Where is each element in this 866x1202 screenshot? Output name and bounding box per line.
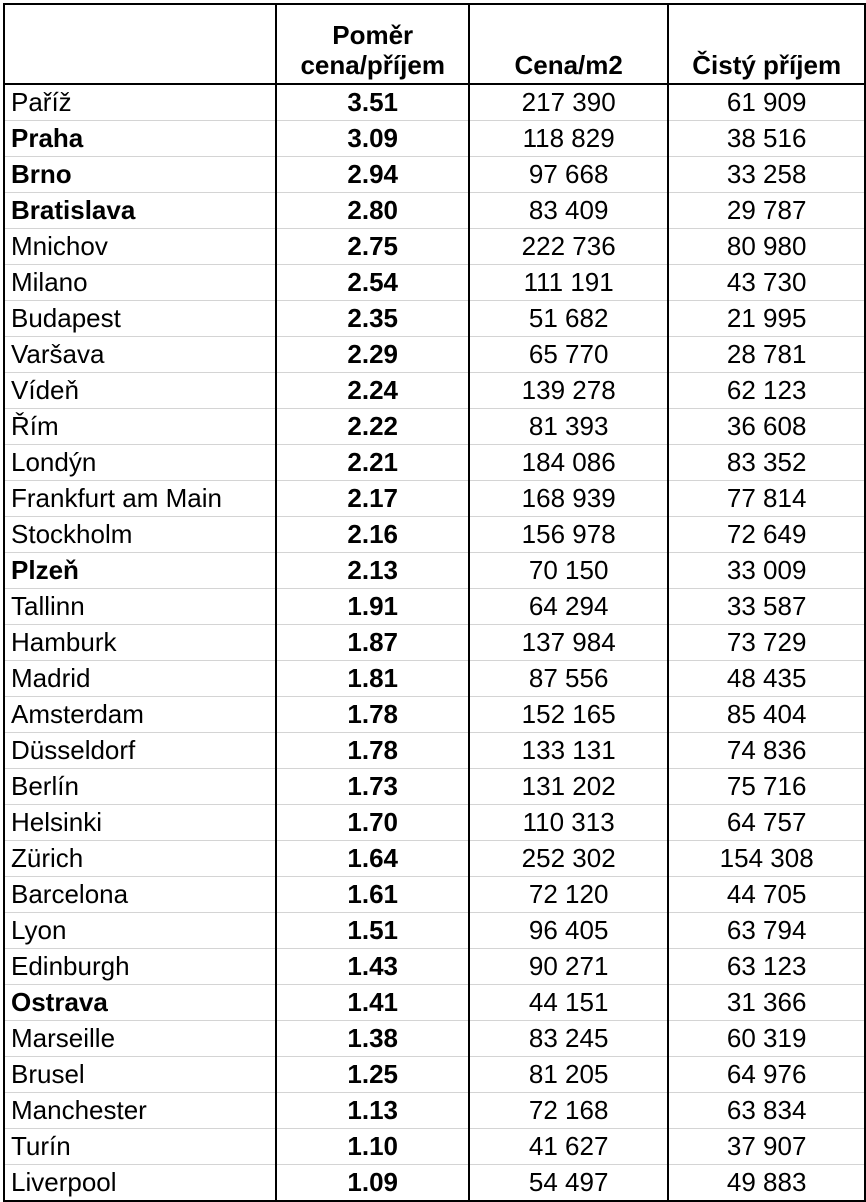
- table-row[interactable]: [4, 1165, 865, 1202]
- cell-ratio[interactable]: 2.16: [276, 517, 469, 553]
- cell-ratio[interactable]: 1.81: [276, 661, 469, 697]
- cell-city[interactable]: Brno: [4, 157, 276, 193]
- cell-price[interactable]: 252 302: [469, 841, 668, 877]
- cell-ratio[interactable]: 2.22: [276, 409, 469, 445]
- cell-ratio[interactable]: 1.61: [276, 877, 469, 913]
- cell-ratio[interactable]: 3.09: [276, 121, 469, 157]
- price-income-table: [3, 3, 866, 1202]
- header-ratio-line1: Poměr: [332, 20, 414, 50]
- table-row[interactable]: [4, 1057, 865, 1093]
- cell-city[interactable]: Berlín: [4, 769, 276, 805]
- cell-price[interactable]: 70 150: [469, 553, 668, 589]
- cell-income[interactable]: 60 319: [668, 1021, 865, 1057]
- cell-city[interactable]: Vídeň: [4, 373, 276, 409]
- table-row[interactable]: [4, 769, 865, 805]
- cell-price[interactable]: 118 829: [469, 121, 668, 157]
- cell-price[interactable]: 217 390: [469, 84, 668, 121]
- table-row[interactable]: [4, 625, 865, 661]
- cell-city[interactable]: Amsterdam: [4, 697, 276, 733]
- cell-city[interactable]: Lyon: [4, 913, 276, 949]
- cell-price[interactable]: 72 168: [469, 1093, 668, 1129]
- cell-ratio[interactable]: 1.78: [276, 697, 469, 733]
- cell-city[interactable]: Řím: [4, 409, 276, 445]
- cell-income[interactable]: 33 258: [668, 157, 865, 193]
- cell-income[interactable]: 37 907: [668, 1129, 865, 1165]
- cell-price[interactable]: 222 736: [469, 229, 668, 265]
- cell-price[interactable]: 111 191: [469, 265, 668, 301]
- cell-price[interactable]: 156 978: [469, 517, 668, 553]
- table-row[interactable]: [4, 337, 865, 373]
- cell-ratio[interactable]: 1.10: [276, 1129, 469, 1165]
- table-body: [4, 84, 865, 1201]
- cell-income[interactable]: 64 976: [668, 1057, 865, 1093]
- table-row[interactable]: [4, 913, 865, 949]
- cell-ratio[interactable]: 2.29: [276, 337, 469, 373]
- table-row[interactable]: [4, 301, 865, 337]
- cell-income[interactable]: 29 787: [668, 193, 865, 229]
- cell-income[interactable]: 75 716: [668, 769, 865, 805]
- cell-city[interactable]: Varšava: [4, 337, 276, 373]
- cell-ratio[interactable]: 1.51: [276, 913, 469, 949]
- cell-income[interactable]: 36 608: [668, 409, 865, 445]
- cell-ratio[interactable]: 2.24: [276, 373, 469, 409]
- cell-income[interactable]: 73 729: [668, 625, 865, 661]
- cell-city[interactable]: Turín: [4, 1129, 276, 1165]
- cell-income[interactable]: 21 995: [668, 301, 865, 337]
- cell-income[interactable]: 77 814: [668, 481, 865, 517]
- cell-price[interactable]: 184 086: [469, 445, 668, 481]
- cell-income[interactable]: 33 587: [668, 589, 865, 625]
- cell-price[interactable]: 54 497: [469, 1165, 668, 1202]
- cell-city[interactable]: Ostrava: [4, 985, 276, 1021]
- cell-income[interactable]: 63 834: [668, 1093, 865, 1129]
- cell-city[interactable]: Manchester: [4, 1093, 276, 1129]
- table-row[interactable]: [4, 553, 865, 589]
- cell-price[interactable]: 41 627: [469, 1129, 668, 1165]
- cell-ratio[interactable]: 1.87: [276, 625, 469, 661]
- table-row[interactable]: [4, 697, 865, 733]
- table-row[interactable]: [4, 481, 865, 517]
- cell-city[interactable]: Paříž: [4, 84, 276, 121]
- cell-city[interactable]: Helsinki: [4, 805, 276, 841]
- header-city[interactable]: [4, 4, 276, 84]
- cell-price[interactable]: 44 151: [469, 985, 668, 1021]
- table-row[interactable]: [4, 229, 865, 265]
- cell-income[interactable]: 61 909: [668, 84, 865, 121]
- table-row[interactable]: [4, 661, 865, 697]
- cell-city[interactable]: Tallinn: [4, 589, 276, 625]
- cell-price[interactable]: 137 984: [469, 625, 668, 661]
- cell-city[interactable]: Praha: [4, 121, 276, 157]
- cell-price[interactable]: 96 405: [469, 913, 668, 949]
- cell-price[interactable]: 168 939: [469, 481, 668, 517]
- cell-price[interactable]: 81 205: [469, 1057, 668, 1093]
- table-row[interactable]: [4, 409, 865, 445]
- cell-income[interactable]: 74 836: [668, 733, 865, 769]
- cell-city[interactable]: Frankfurt am Main: [4, 481, 276, 517]
- cell-price[interactable]: 87 556: [469, 661, 668, 697]
- table-row[interactable]: [4, 733, 865, 769]
- cell-income[interactable]: 43 730: [668, 265, 865, 301]
- header-row: [4, 4, 865, 84]
- header-ratio-line2: cena/příjem: [300, 50, 445, 80]
- table-row[interactable]: [4, 373, 865, 409]
- cell-ratio[interactable]: 1.70: [276, 805, 469, 841]
- cell-price[interactable]: 90 271: [469, 949, 668, 985]
- cell-price[interactable]: 51 682: [469, 301, 668, 337]
- table-row[interactable]: [4, 84, 865, 121]
- cell-price[interactable]: 139 278: [469, 373, 668, 409]
- table-row[interactable]: [4, 121, 865, 157]
- header-income[interactable]: Čistý příjem: [668, 4, 865, 84]
- cell-city[interactable]: Brusel: [4, 1057, 276, 1093]
- cell-price[interactable]: 133 131: [469, 733, 668, 769]
- cell-income[interactable]: 33 009: [668, 553, 865, 589]
- cell-income[interactable]: 31 366: [668, 985, 865, 1021]
- cell-ratio[interactable]: 1.43: [276, 949, 469, 985]
- cell-income[interactable]: 28 781: [668, 337, 865, 373]
- table-row[interactable]: [4, 841, 865, 877]
- table-row[interactable]: [4, 157, 865, 193]
- cell-ratio[interactable]: 1.38: [276, 1021, 469, 1057]
- table-row[interactable]: [4, 1093, 865, 1129]
- cell-ratio[interactable]: 1.64: [276, 841, 469, 877]
- table-row[interactable]: [4, 877, 865, 913]
- cell-income[interactable]: 48 435: [668, 661, 865, 697]
- cell-ratio[interactable]: 1.25: [276, 1057, 469, 1093]
- cell-city[interactable]: Londýn: [4, 445, 276, 481]
- cell-ratio[interactable]: 1.78: [276, 733, 469, 769]
- cell-income[interactable]: 62 123: [668, 373, 865, 409]
- cell-price[interactable]: 81 393: [469, 409, 668, 445]
- cell-ratio[interactable]: 2.80: [276, 193, 469, 229]
- cell-city[interactable]: Düsseldorf: [4, 733, 276, 769]
- table-row[interactable]: [4, 193, 865, 229]
- cell-city[interactable]: Bratislava: [4, 193, 276, 229]
- cell-income[interactable]: 63 123: [668, 949, 865, 985]
- table-header: [4, 4, 865, 84]
- cell-city[interactable]: Barcelona: [4, 877, 276, 913]
- cell-price[interactable]: 110 313: [469, 805, 668, 841]
- cell-ratio[interactable]: 2.13: [276, 553, 469, 589]
- cell-ratio[interactable]: 1.73: [276, 769, 469, 805]
- cell-price[interactable]: 65 770: [469, 337, 668, 373]
- cell-income[interactable]: 64 757: [668, 805, 865, 841]
- cell-city[interactable]: Milano: [4, 265, 276, 301]
- table-row[interactable]: [4, 1129, 865, 1165]
- cell-ratio[interactable]: 2.17: [276, 481, 469, 517]
- cell-city[interactable]: Madrid: [4, 661, 276, 697]
- table-row[interactable]: [4, 985, 865, 1021]
- cell-ratio[interactable]: 2.21: [276, 445, 469, 481]
- cell-income[interactable]: 49 883: [668, 1165, 865, 1202]
- cell-income[interactable]: 38 516: [668, 121, 865, 157]
- cell-ratio[interactable]: 1.91: [276, 589, 469, 625]
- header-price[interactable]: Cena/m2: [469, 4, 668, 84]
- cell-ratio[interactable]: 1.41: [276, 985, 469, 1021]
- cell-ratio[interactable]: 3.51: [276, 84, 469, 121]
- cell-income[interactable]: 83 352: [668, 445, 865, 481]
- cell-price[interactable]: 131 202: [469, 769, 668, 805]
- table-row[interactable]: [4, 805, 865, 841]
- cell-ratio[interactable]: 2.94: [276, 157, 469, 193]
- cell-income[interactable]: 63 794: [668, 913, 865, 949]
- cell-city[interactable]: Plzeň: [4, 553, 276, 589]
- table-row[interactable]: [4, 949, 865, 985]
- cell-city[interactable]: Mnichov: [4, 229, 276, 265]
- cell-city[interactable]: Edinburgh: [4, 949, 276, 985]
- cell-income[interactable]: 80 980: [668, 229, 865, 265]
- table-row[interactable]: [4, 1021, 865, 1057]
- cell-ratio[interactable]: 1.13: [276, 1093, 469, 1129]
- cell-city[interactable]: Stockholm: [4, 517, 276, 553]
- cell-ratio[interactable]: 1.09: [276, 1165, 469, 1202]
- cell-ratio[interactable]: 2.35: [276, 301, 469, 337]
- cell-income[interactable]: 154 308: [668, 841, 865, 877]
- cell-city[interactable]: Zürich: [4, 841, 276, 877]
- table-row[interactable]: [4, 589, 865, 625]
- cell-price[interactable]: 152 165: [469, 697, 668, 733]
- cell-price[interactable]: 83 409: [469, 193, 668, 229]
- cell-income[interactable]: 85 404: [668, 697, 865, 733]
- cell-price[interactable]: 64 294: [469, 589, 668, 625]
- cell-price[interactable]: 97 668: [469, 157, 668, 193]
- cell-city[interactable]: Liverpool: [4, 1165, 276, 1202]
- cell-ratio[interactable]: 2.54: [276, 265, 469, 301]
- table-row[interactable]: [4, 265, 865, 301]
- cell-price[interactable]: 83 245: [469, 1021, 668, 1057]
- cell-city[interactable]: Marseille: [4, 1021, 276, 1057]
- table-row[interactable]: [4, 517, 865, 553]
- cell-income[interactable]: 44 705: [668, 877, 865, 913]
- cell-city[interactable]: Hamburk: [4, 625, 276, 661]
- cell-ratio[interactable]: 2.75: [276, 229, 469, 265]
- cell-price[interactable]: 72 120: [469, 877, 668, 913]
- table-row[interactable]: [4, 445, 865, 481]
- cell-income[interactable]: 72 649: [668, 517, 865, 553]
- header-ratio[interactable]: [276, 4, 469, 84]
- cell-city[interactable]: Budapest: [4, 301, 276, 337]
